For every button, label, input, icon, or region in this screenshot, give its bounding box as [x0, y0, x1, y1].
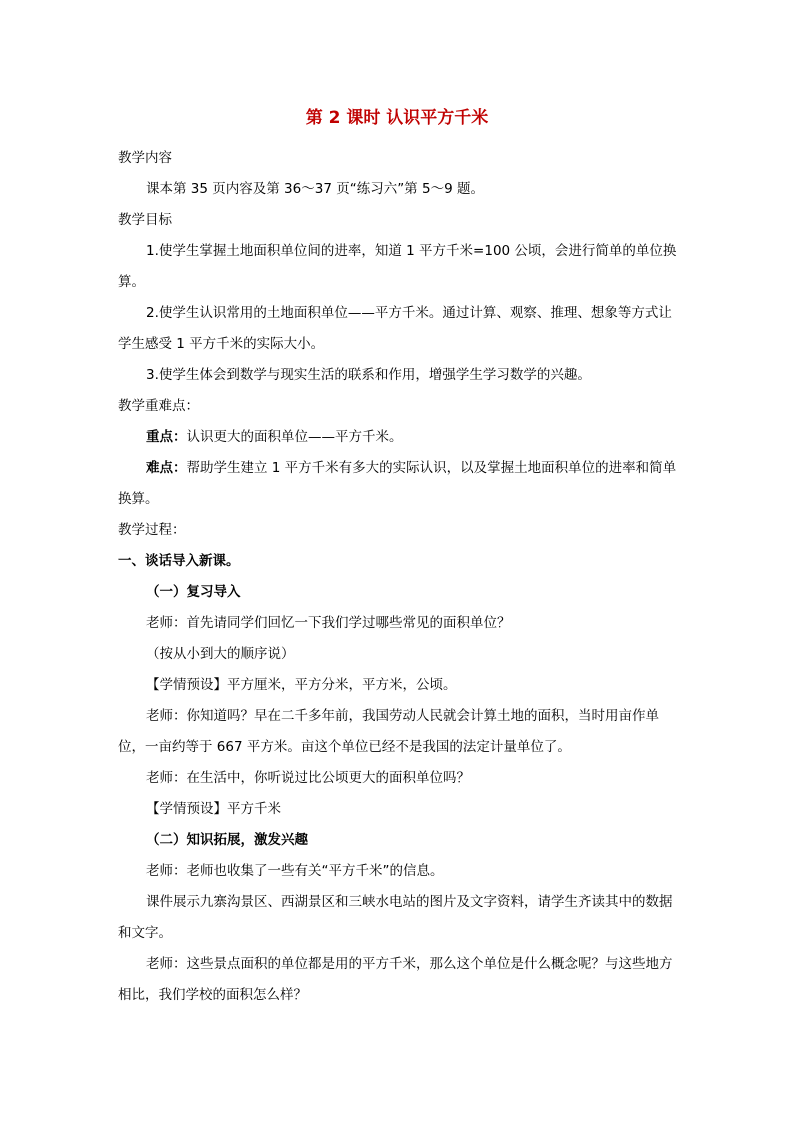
teacher-line-4: 老师：老师也收集了一些有关“平方千米”的信息。	[146, 863, 444, 879]
goals-heading: 教学目标	[118, 212, 172, 228]
teacher-line-1: 老师：首先请同学们回忆一下我们学过哪些常见的面积单位？	[146, 615, 511, 631]
key-label: 重点：	[146, 429, 187, 445]
process-heading: 教学过程：	[118, 522, 186, 538]
teacher-line-3: 老师：在生活中，你听说过比公顷更大的面积单位吗？	[146, 770, 470, 786]
content-text: 课本第 35 页内容及第 36～37 页“练习六”第 5～9 题。	[146, 181, 484, 197]
difficulty-label: 难点：	[146, 460, 187, 476]
teacher-line-1-note: （按从小到大的顺序说）	[146, 646, 295, 662]
goal-2: 2.使学生认识常用的土地面积单位——平方千米。通过计算、观察、推理、想象等方式让学生感受 1 平方千米的实际大小。	[118, 305, 672, 352]
document-body	[118, 143, 678, 1011]
preset-1-text: 平方厘米，平方分米，平方米，公顷。	[227, 677, 457, 693]
preset-2-text: 平方千米	[227, 801, 281, 817]
key-text: 认识更大的面积单位——平方千米。	[186, 429, 403, 445]
teacher-line-2: 老师：你知道吗？早在二千多年前，我国劳动人民就会计算土地的面积，当时用亩作单位，一亩约等于 667 平方米。亩这个单位已经不是我国的法定计量单位了。	[118, 708, 659, 755]
page-title: 第 2 课时 认识平方千米	[305, 108, 489, 128]
preset-1	[118, 670, 678, 701]
preset-1-label: 【学情预设】	[146, 677, 227, 693]
sub-2-heading: （二）知识拓展，激发兴趣	[146, 832, 308, 848]
content-heading: 教学内容	[118, 150, 172, 166]
preset-2	[118, 794, 678, 825]
sub-1-heading: （一）复习导入	[146, 584, 241, 600]
difficulty-text: 帮助学生建立 1 平方千米有多大的实际认识，以及掌握土地面积单位的进率和简单换算。	[118, 460, 677, 507]
preset-2-label: 【学情预设】	[146, 801, 227, 817]
key-heading: 教学重难点：	[118, 398, 199, 414]
key-point	[118, 422, 678, 453]
teacher-line-5: 老师：这些景点面积的单位都是用的平方千米，那么这个单位是什么概念呢？与这些地方相比，我们学校的面积怎么样？	[118, 956, 673, 1003]
difficulty-point	[118, 453, 678, 515]
courseware-text: 课件展示九寨沟景区、西湖景区和三峡水电站的图片及文字资料，请学生齐读其中的数据和文字。	[118, 894, 673, 941]
part-1-heading: 一、谈话导入新课。	[118, 553, 240, 569]
goal-3: 3.使学生体会到数学与现实生活的联系和作用，增强学生学习数学的兴趣。	[146, 367, 591, 383]
goal-1: 1.使学生掌握土地面积单位间的进率，知道 1 平方千米=100 公顷，会进行简单的单位换算。	[118, 243, 677, 290]
